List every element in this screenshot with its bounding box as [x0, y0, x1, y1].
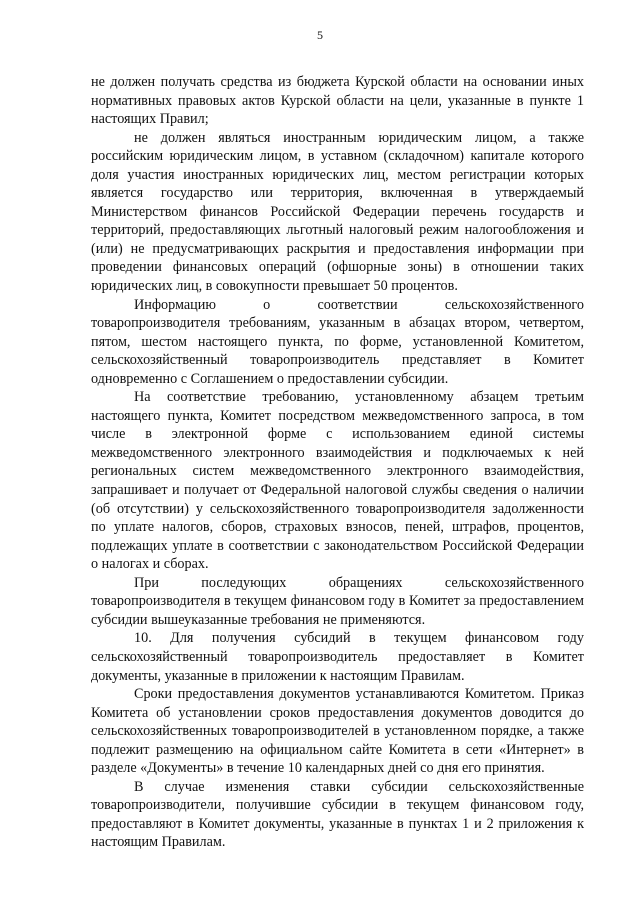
paragraph-interagency-request: На соответствие требованию, установленному абзацем третьим настоящего пункта, Комитет посредством межведомственного запроса, в том числе в электронной форме с использованием единой системы межведомственного электронного взаимодействия и подключаемых к ней региональных систем межведомственного электронного взаимодействия, запрашивает и получает от Федеральной налоговой службы сведения о наличии (об отсутствии) у сельскохозяйственного товаропроизводителя задолженности по уплате налогов, сборов, страховых взносов, пеней, штрафов, процентов, подлежащих уплате в соответствии с законодательством Российской Федерации о налогах и сборах.: [91, 389, 584, 573]
paragraph-subsequent-requests: При последующих обращениях сельскохозяйственного товаропроизводителя в текущем финансовом году в Комитет за предоставлением субсидии вышеуказанные требования не применяются.: [91, 574, 584, 628]
document-body: [91, 73, 584, 852]
paragraph-budget-restriction: не должен получать средства из бюджета Курской области на основании иных нормативных правовых актов Курской области на цели, указанные в пункте 1 настоящих Правил;: [91, 74, 584, 128]
page-number: 5: [317, 28, 323, 42]
paragraph-compliance-information: Информацию о соответствии сельскохозяйственного товаропроизводителя требованиям, указанным в абзацах втором, четвертом, пятом, шестом настоящего пункта, по форме, установленной Комитетом, сельскохозяйственный товаропроизводитель представляет в Комитет одновременно с Соглашением о предоставлении субсидии.: [91, 296, 584, 387]
paragraph-submission-deadlines: Сроки предоставления документов устанавливаются Комитетом. Приказ Комитета об установлении сроков предоставления документов доводится до сельскохозяйственных товаропроизводителей в установленном порядке, а также подлежит размещению на официальном сайте Комитета в сети «Интернет» в разделе «Документы» в течение 10 календарных дней со дня его принятия.: [91, 686, 584, 777]
paragraph-foreign-entity-restriction: не должен являться иностранным юридическим лицом, а также российским юридическим лицом, в уставном (складочном) капитале которого доля участия иностранных юридических лиц, местом регистрации которых является государство или территория, включенная в утверждаемый Министерством финансов Российской Федерации перечень государств и территорий, предоставляющих льготный налоговый режим налогообложения и (или) не предусматривающих раскрытия и предоставления информации при проведении финансовых операций (офшорные зоны) в отношении таких юридических лиц, в совокупности превышает 50 процентов.: [91, 129, 584, 295]
paragraph-item-10: 10. Для получения субсидий в текущем финансовом году сельскохозяйственный товаропроизводитель предоставляет в Комитет документы, указанные в приложении к настоящим Правилам.: [91, 630, 584, 684]
paragraph-rate-change: В случае изменения ставки субсидии сельскохозяйственные товаропроизводители, получившие субсидии в текущем финансовом году, предоставляют в Комитет документы, указанные в пунктах 1 и 2 приложения к настоящим Правилам.: [91, 778, 584, 851]
